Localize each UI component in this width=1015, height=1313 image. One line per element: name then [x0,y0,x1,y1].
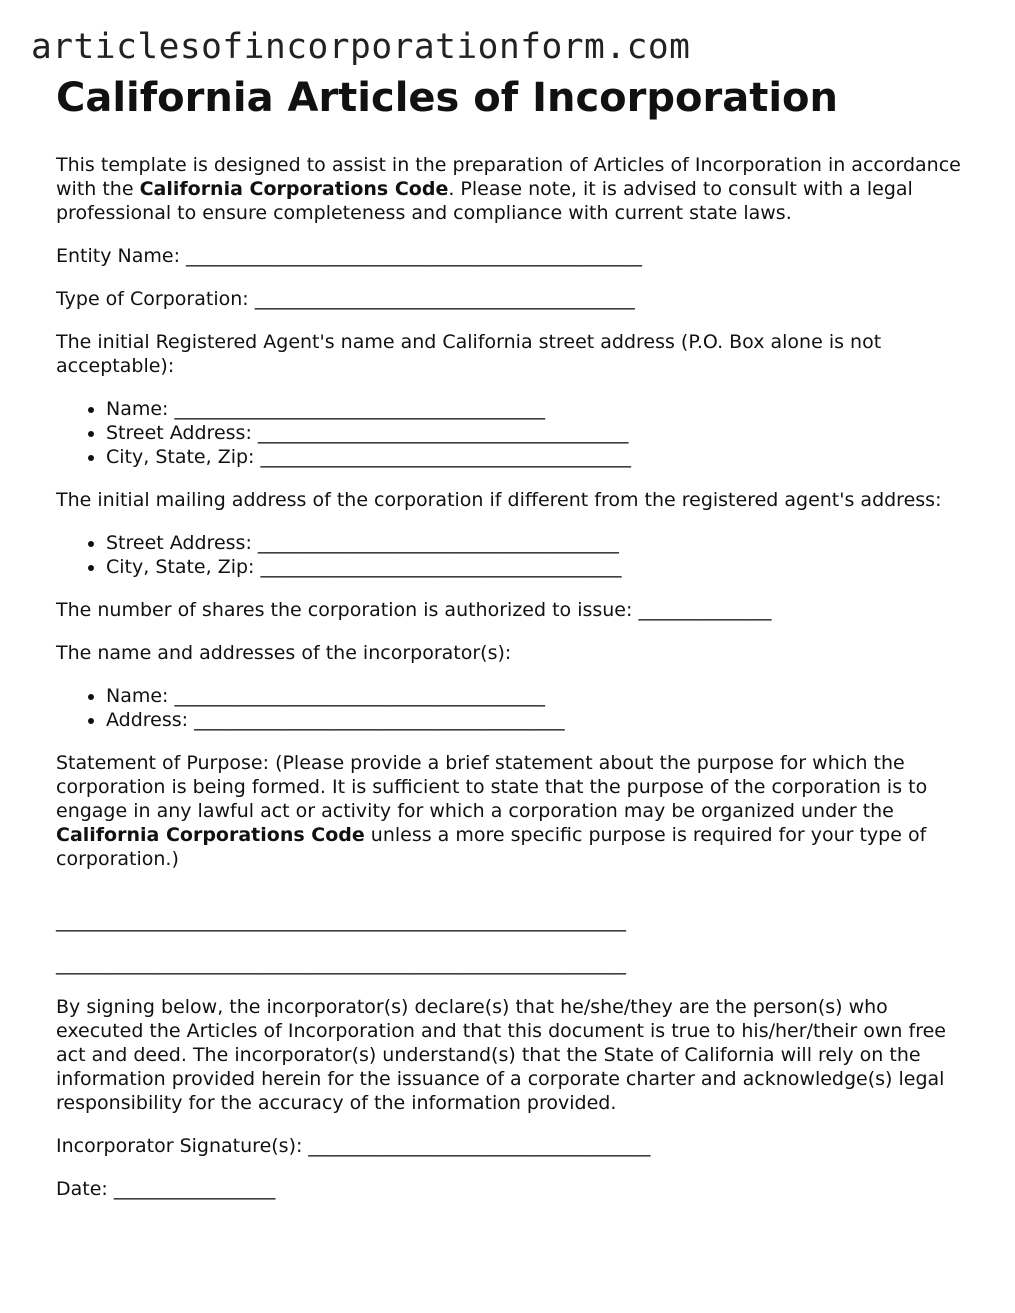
incorporator-address-blank[interactable]: _______________________________________ [194,709,565,731]
incorporator-name-blank[interactable]: _______________________________________ [174,685,545,707]
mailing-street-blank[interactable]: ______________________________________ [257,532,619,554]
purpose-line-2[interactable]: ____________________________________________________________ [56,953,626,975]
signature-label: Incorporator Signature(s): [56,1135,309,1157]
mailing-street-label: Street Address: [106,532,258,554]
intro-code-name: California Corporations Code [139,178,449,200]
intro-text-start: This template is designed to assist in the preparation of Articles of Incorporation in accordance with the [56,154,961,200]
page-title: California Articles of Incorporation [56,75,838,121]
purpose-paragraph [56,751,966,871]
agent-heading: The initial Registered Agent's name and California street address (P.O. Box alone is not acceptable): [56,331,882,377]
intro-text-end: . Please note, it is advised to consult with a legal professional to ensure completeness and compliance with current state laws. [56,178,913,224]
purpose-line-1[interactable]: ____________________________________________________________ [56,910,626,932]
agent-street-item [106,421,966,445]
corp-type-field [56,287,966,311]
entity-name-blank[interactable]: ________________________________________________ [186,245,643,267]
date-label: Date: [56,1178,114,1200]
intro-paragraph [56,153,966,225]
incorporator-address-item [106,708,966,732]
agent-city-blank[interactable]: _______________________________________ [260,446,631,468]
entity-name-field [56,244,966,268]
date-field [56,1177,966,1201]
agent-city-label: City, State, Zip: [106,446,261,468]
signature-blank[interactable]: ____________________________________ [308,1135,651,1157]
incorporator-name-item [106,684,966,708]
signature-field [56,1134,966,1158]
declaration-paragraph: By signing below, the incorporator(s) declare(s) that he/she/they are the person(s) who executed the Articles of Incorporation and that this document is true to his/her/their own free act and deed. The incorporator(s) understand(s) that the State of California will rely on the information provided herein for the issuance of a corporate charter and acknowledge(s) legal responsibility for the accuracy of the information provided. [56,996,946,1114]
purpose-text-start: Statement of Purpose: (Please provide a brief statement about the purpose for which the corporation is being formed. It is sufficient to state that the purpose of the corporation is to engage in any lawful act or activity for which a corporation may be organized under the [56,752,928,822]
mailing-city-blank[interactable]: ______________________________________ [260,556,622,578]
incorporator-address-label: Address: [106,709,195,731]
shares-blank[interactable]: ______________ [638,599,772,621]
site-watermark: articlesofincorporationform.com [31,27,691,67]
agent-street-label: Street Address: [106,422,258,444]
agent-name-item [106,397,966,421]
date-blank[interactable]: _________________ [113,1178,276,1200]
mailing-city-label: City, State, Zip: [106,556,261,578]
incorporators-list [56,684,966,732]
corp-type-blank[interactable]: ________________________________________ [254,288,635,310]
mailing-list [56,531,966,579]
agent-list [56,397,966,469]
agent-street-blank[interactable]: _______________________________________ [257,422,629,444]
agent-name-label: Name: [106,398,175,420]
agent-name-blank[interactable]: _______________________________________ [174,398,545,420]
mailing-street-item [106,531,966,555]
incorporators-heading: The name and addresses of the incorporator(s): [56,642,512,664]
incorporator-name-label: Name: [106,685,175,707]
entity-name-label: Entity Name: [56,245,187,267]
shares-label: The number of shares the corporation is authorized to issue: [56,599,639,621]
agent-city-item [106,445,966,469]
corp-type-label: Type of Corporation: [56,288,255,310]
mailing-heading: The initial mailing address of the corporation if different from the registered agent's address: [56,489,942,511]
document-page [56,74,966,1220]
shares-field [56,598,966,622]
mailing-city-item [106,555,966,579]
purpose-code-name: California Corporations Code [56,824,365,846]
purpose-text-end: unless a more specific purpose is required for your type of corporation.) [56,824,927,870]
